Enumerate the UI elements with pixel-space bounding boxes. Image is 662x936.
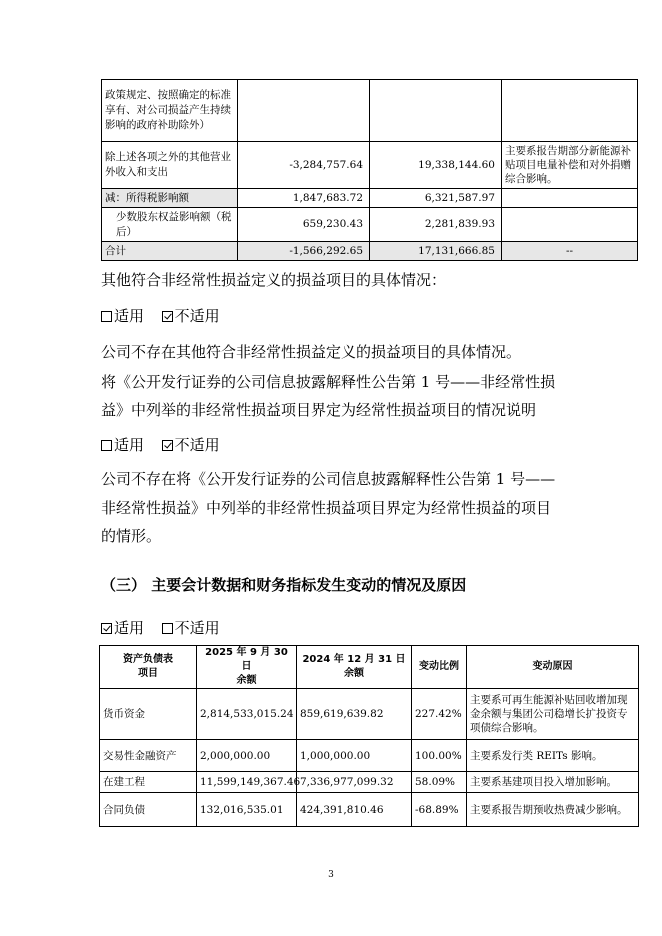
applicability-options [101,306,220,326]
value-2024: 17,131,666.85 [370,242,502,261]
value-2025: 2,814,533,015.24 [197,689,297,740]
header-item [100,646,197,689]
not-applicable-label: 不适用 [174,307,220,325]
table-row [102,242,638,261]
row-note: -- [502,242,638,261]
section-heading: （三） 主要会计数据和财务指标发生变动的情况及原因 [101,576,467,594]
header-2025 [197,646,297,689]
applicable-label: 适用 [114,619,145,637]
applicable-label: 适用 [114,436,145,454]
header-2024-line1: 2024 年 12 月 31 日 [302,654,406,665]
not-applicable-label: 不适用 [174,436,220,454]
table-row [100,689,639,740]
value-2024: 19,338,144.60 [370,142,502,189]
row-label: 除上述各项之外的其他营业外收入和支出 [102,142,238,189]
change-reason: 主要系报告期预收热费减少影响。 [467,793,639,827]
applicable-checkbox[interactable] [101,311,112,322]
row-note [502,80,638,142]
header-item-line2: 项目 [138,668,158,679]
row-label: 政策规定、按照确定的标准享有、对公司损益产生持续影响的政府补助除外） [102,80,238,142]
table-row [102,80,638,142]
paragraph: 的情形。 [101,527,162,545]
value-2025: 2,000,000.00 [197,740,297,772]
row-note [502,208,638,242]
table-row [100,793,639,827]
applicability-options [101,618,220,638]
applicable-checkbox[interactable] [101,440,112,451]
change-reason: 主要系发行类 REITs 影响。 [467,740,639,772]
not-applicable-checkbox[interactable] [162,623,173,634]
row-label: 合计 [102,242,238,261]
change-reason: 主要系基建项目投入增加影响。 [467,772,639,793]
value-2025: 1,847,683.72 [238,189,370,208]
item-name: 货币资金 [100,689,197,740]
row-note: 主要系报告期部分新能源补贴项目电量补偿和对外捐赠综合影响。 [502,142,638,189]
paragraph: 益》中列举的非经常性损益项目界定为经常性损益项目的情况说明 [101,401,537,419]
header-2025-line1: 2025 年 9 月 30 日 [205,647,288,672]
header-reason: 变动原因 [467,646,639,689]
value-2024: 2,281,839.93 [370,208,502,242]
paragraph: 公司不存在其他符合非经常性损益定义的损益项目的具体情况。 [101,343,522,361]
item-name: 合同负债 [100,793,197,827]
value-2024: 424,391,810.46 [297,793,412,827]
row-note [502,189,638,208]
not-applicable-checkbox[interactable] [162,311,173,322]
balance-sheet-changes-table [99,645,639,827]
table-row [102,142,638,189]
change-reason: 主要系可再生能源补贴回收增加现金余额与集团公司稳增长扩投资专项债综合影响。 [467,689,639,740]
header-2025-line2: 余额 [236,675,257,686]
row-label: 少数股东权益影响额（税后） [102,208,238,242]
value-2024: 1,000,000.00 [297,740,412,772]
value-2025: 659,230.43 [238,208,370,242]
table-header-row [100,646,639,689]
paragraph: 公司不存在将《公开发行证券的公司信息披露解释性公告第 1 号—— [101,470,556,488]
value-2025: -3,284,757.64 [238,142,370,189]
change-pct: 58.09% [412,772,467,793]
table-row [102,208,638,242]
value-2025: -1,566,292.65 [238,242,370,261]
page-number: 3 [328,870,334,880]
header-change-pct: 变动比例 [412,646,467,689]
value-2024 [370,80,502,142]
table-row [100,740,639,772]
applicable-label: 适用 [114,307,145,325]
table-row [102,189,638,208]
paragraph: 将《公开发行证券的公司信息披露解释性公告第 1 号——非经常性损 [101,373,556,391]
value-2024: 6,321,587.97 [370,189,502,208]
value-2025 [238,80,370,142]
applicability-options [101,435,220,455]
paragraph: 非经常性损益》中列举的非经常性损益项目界定为经常性损益的项目 [101,499,552,517]
value-2024: 859,619,639.82 [297,689,412,740]
value-2024: 7,336,977,099.32 [297,772,412,793]
item-name: 在建工程 [100,772,197,793]
value-2025: 132,016,535.01 [197,793,297,827]
change-pct: 227.42% [412,689,467,740]
row-label: 减：所得税影响额 [102,189,238,208]
header-2024-line2: 余额 [344,668,364,679]
paragraph: 其他符合非经常性损益定义的损益项目的具体情况： [101,271,447,289]
item-name: 交易性金融资产 [100,740,197,772]
value-2025: 11,599,149,367.46 [197,772,297,793]
change-pct: 100.00% [412,740,467,772]
header-item-line1: 资产负债表 [123,654,173,665]
not-applicable-label: 不适用 [174,619,220,637]
non-recurring-items-table [101,79,638,261]
change-pct: -68.89% [412,793,467,827]
not-applicable-checkbox[interactable] [162,440,173,451]
table-row [100,772,639,793]
applicable-checkbox[interactable] [101,623,112,634]
header-2024 [297,646,412,689]
